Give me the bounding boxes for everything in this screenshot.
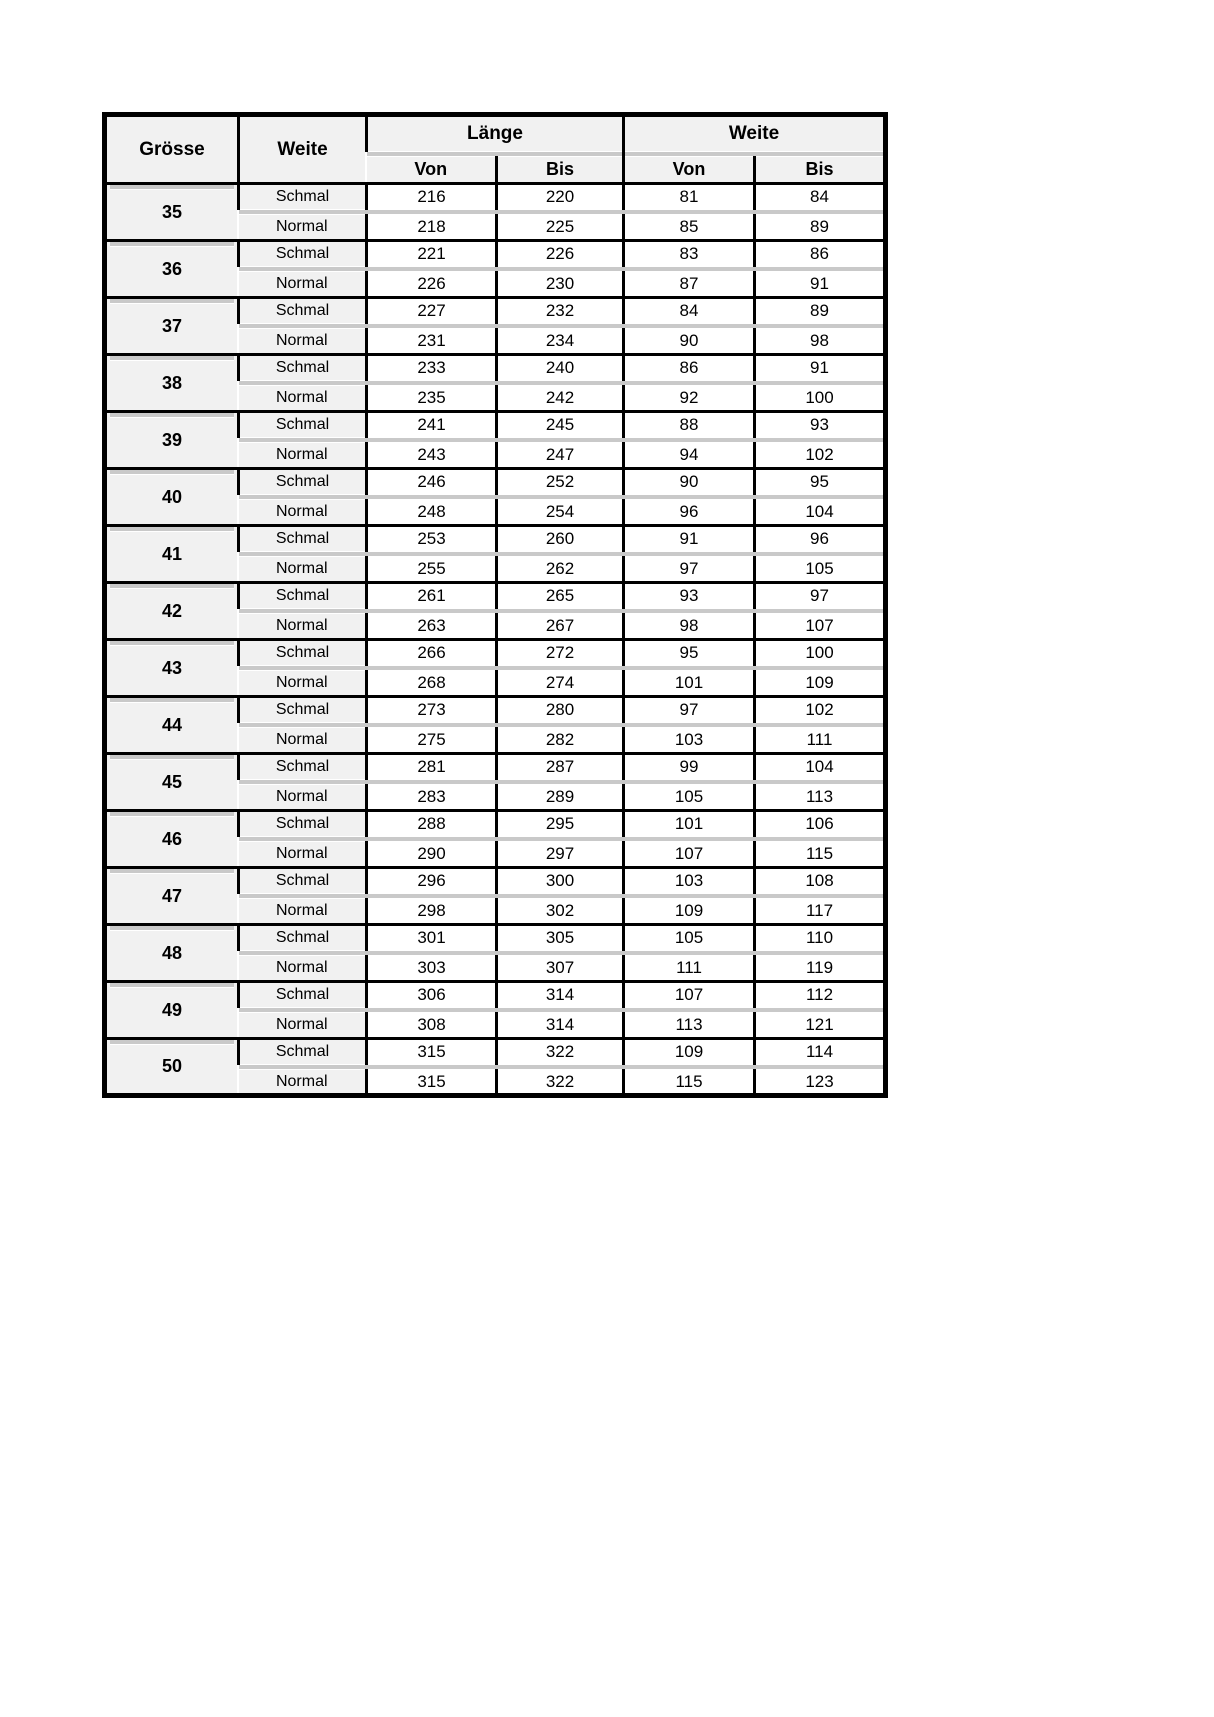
value-cell: 242: [497, 386, 624, 412]
size-group-row-schmal: [105, 241, 886, 267]
value-cell: 115: [624, 1070, 755, 1096]
value-cell: 275: [367, 728, 497, 754]
value-cell: 255: [367, 557, 497, 583]
value-cell: 113: [755, 785, 886, 811]
size-value: 41: [161, 543, 183, 564]
value-cell: 246: [367, 469, 497, 495]
width-type-cell: Schmal: [239, 583, 367, 609]
size-group-row-schmal: [105, 925, 886, 951]
width-type-cell: Schmal: [239, 925, 367, 951]
width-type-cell: Normal: [239, 215, 367, 241]
value-cell: 107: [755, 614, 886, 640]
value-cell: 95: [624, 640, 755, 666]
value-cell: 221: [367, 241, 497, 267]
width-type-cell: Schmal: [239, 184, 367, 210]
value-cell: 241: [367, 412, 497, 438]
value-cell: 109: [624, 1039, 755, 1065]
value-cell: 225: [497, 215, 624, 241]
value-cell: 123: [755, 1070, 886, 1096]
size-group-row-schmal: [105, 754, 886, 780]
value-cell: 226: [367, 272, 497, 298]
value-cell: 110: [755, 925, 886, 951]
size-group-row-schmal: [105, 697, 886, 723]
width-type-cell: Normal: [239, 1013, 367, 1039]
value-cell: 100: [755, 640, 886, 666]
size-value: 42: [161, 600, 183, 621]
value-cell: 314: [497, 982, 624, 1008]
value-cell: 265: [497, 583, 624, 609]
value-cell: 111: [755, 728, 886, 754]
value-cell: 253: [367, 526, 497, 552]
value-cell: 106: [755, 811, 886, 837]
value-cell: 287: [497, 754, 624, 780]
value-cell: 97: [755, 583, 886, 609]
value-cell: 220: [497, 184, 624, 210]
group-top-stripe: [110, 185, 234, 190]
width-type-cell: Normal: [239, 671, 367, 697]
value-cell: 84: [755, 184, 886, 210]
value-cell: 282: [497, 728, 624, 754]
value-cell: 103: [624, 868, 755, 894]
size-group-row-schmal: [105, 583, 886, 609]
size-group-row-schmal: [105, 811, 886, 837]
value-cell: 302: [497, 899, 624, 925]
value-cell: 119: [755, 956, 886, 982]
value-cell: 245: [497, 412, 624, 438]
value-cell: 88: [624, 412, 755, 438]
value-cell: 107: [624, 842, 755, 868]
width-type-cell: Normal: [239, 500, 367, 526]
value-cell: 93: [624, 583, 755, 609]
value-cell: 266: [367, 640, 497, 666]
width-type-cell: Normal: [239, 728, 367, 754]
width-type-cell: Schmal: [239, 355, 367, 381]
value-cell: 85: [624, 215, 755, 241]
value-cell: 280: [497, 697, 624, 723]
size-cell: [105, 298, 239, 355]
header-laenge-group: Länge: [367, 115, 624, 152]
value-cell: 86: [624, 355, 755, 381]
size-value: 50: [161, 1056, 183, 1076]
value-cell: 102: [755, 697, 886, 723]
value-cell: 96: [624, 500, 755, 526]
value-cell: 307: [497, 956, 624, 982]
size-group-row-schmal: [105, 526, 886, 552]
size-cell: [105, 1039, 239, 1096]
value-cell: 232: [497, 298, 624, 324]
size-cell: [105, 583, 239, 640]
group-top-stripe: [110, 242, 234, 247]
value-cell: 314: [497, 1013, 624, 1039]
value-cell: 90: [624, 329, 755, 355]
group-top-stripe: [110, 755, 234, 760]
value-cell: 216: [367, 184, 497, 210]
value-cell: 89: [755, 298, 886, 324]
value-cell: 289: [497, 785, 624, 811]
value-cell: 263: [367, 614, 497, 640]
width-type-cell: Normal: [239, 329, 367, 355]
value-cell: 105: [624, 785, 755, 811]
size-value: 47: [161, 885, 183, 906]
width-type-cell: Normal: [239, 842, 367, 868]
size-group-row-schmal: [105, 412, 886, 438]
size-group-row-schmal: [105, 640, 886, 666]
width-type-cell: Schmal: [239, 1039, 367, 1065]
value-cell: 114: [755, 1039, 886, 1065]
width-type-cell: Schmal: [239, 241, 367, 267]
width-type-cell: Normal: [239, 443, 367, 469]
value-cell: 105: [755, 557, 886, 583]
width-type-cell: Schmal: [239, 412, 367, 438]
value-cell: 306: [367, 982, 497, 1008]
value-cell: 260: [497, 526, 624, 552]
width-type-cell: Schmal: [239, 982, 367, 1008]
value-cell: 315: [367, 1070, 497, 1096]
value-cell: 107: [624, 982, 755, 1008]
size-value: 38: [161, 372, 183, 393]
value-cell: 111: [624, 956, 755, 982]
value-cell: 102: [755, 443, 886, 469]
value-cell: 233: [367, 355, 497, 381]
value-cell: 91: [755, 355, 886, 381]
size-cell: [105, 982, 239, 1039]
value-cell: 296: [367, 868, 497, 894]
width-type-cell: Normal: [239, 1070, 367, 1096]
value-cell: 112: [755, 982, 886, 1008]
group-top-stripe: [110, 584, 234, 589]
value-cell: 234: [497, 329, 624, 355]
size-cell: [105, 469, 239, 526]
value-cell: 100: [755, 386, 886, 412]
value-cell: 322: [497, 1039, 624, 1065]
value-cell: 89: [755, 215, 886, 241]
width-type-cell: Schmal: [239, 697, 367, 723]
value-cell: 105: [624, 925, 755, 951]
value-cell: 87: [624, 272, 755, 298]
width-type-cell: Schmal: [239, 640, 367, 666]
value-cell: 91: [755, 272, 886, 298]
width-type-cell: Schmal: [239, 469, 367, 495]
value-cell: 297: [497, 842, 624, 868]
value-cell: 290: [367, 842, 497, 868]
size-group-row-schmal: [105, 355, 886, 381]
size-group-row-schmal: [105, 868, 886, 894]
value-cell: 218: [367, 215, 497, 241]
size-cell: [105, 811, 239, 868]
value-cell: 300: [497, 868, 624, 894]
value-cell: 86: [755, 241, 886, 267]
group-top-stripe: [110, 356, 234, 361]
value-cell: 235: [367, 386, 497, 412]
header-weite-type: Weite: [239, 115, 367, 184]
value-cell: 96: [755, 526, 886, 552]
value-cell: 248: [367, 500, 497, 526]
value-cell: 295: [497, 811, 624, 837]
width-type-cell: Normal: [239, 899, 367, 925]
value-cell: 109: [624, 899, 755, 925]
width-type-cell: Normal: [239, 386, 367, 412]
size-value: 43: [161, 657, 183, 678]
size-value: 35: [161, 201, 183, 222]
value-cell: 92: [624, 386, 755, 412]
value-cell: 95: [755, 469, 886, 495]
value-cell: 121: [755, 1013, 886, 1039]
width-type-cell: Schmal: [239, 868, 367, 894]
width-type-cell: Normal: [239, 785, 367, 811]
header-laenge-bis: Bis: [497, 157, 624, 184]
width-type-cell: Normal: [239, 614, 367, 640]
value-cell: 272: [497, 640, 624, 666]
group-top-stripe: [110, 641, 234, 646]
size-cell: [105, 412, 239, 469]
width-type-cell: Normal: [239, 272, 367, 298]
value-cell: 101: [624, 811, 755, 837]
value-cell: 84: [624, 298, 755, 324]
value-cell: 322: [497, 1070, 624, 1096]
size-value: 39: [161, 429, 183, 450]
group-top-stripe: [110, 1040, 234, 1045]
size-cell: [105, 754, 239, 811]
value-cell: 254: [497, 500, 624, 526]
size-value: 36: [161, 258, 183, 279]
value-cell: 109: [755, 671, 886, 697]
value-cell: 226: [497, 241, 624, 267]
value-cell: 227: [367, 298, 497, 324]
value-cell: 81: [624, 184, 755, 210]
value-cell: 91: [624, 526, 755, 552]
value-cell: 97: [624, 697, 755, 723]
group-top-stripe: [110, 926, 234, 931]
size-group-row-schmal: [105, 469, 886, 495]
value-cell: 83: [624, 241, 755, 267]
size-group-row-schmal: [105, 982, 886, 1008]
value-cell: 315: [367, 1039, 497, 1065]
width-type-cell: Normal: [239, 956, 367, 982]
value-cell: 243: [367, 443, 497, 469]
value-cell: 90: [624, 469, 755, 495]
header-weite-bis: Bis: [755, 157, 886, 184]
width-type-cell: Normal: [239, 557, 367, 583]
size-cell: [105, 184, 239, 241]
group-top-stripe: [110, 698, 234, 703]
group-top-stripe: [110, 470, 234, 475]
value-cell: 308: [367, 1013, 497, 1039]
size-value: 49: [161, 999, 183, 1020]
group-top-stripe: [110, 527, 234, 532]
value-cell: 115: [755, 842, 886, 868]
size-value: 45: [161, 771, 183, 792]
size-cell: [105, 526, 239, 583]
header-laenge-von: Von: [367, 157, 497, 184]
size-value: 40: [161, 486, 183, 507]
value-cell: 288: [367, 811, 497, 837]
group-top-stripe: [110, 812, 234, 817]
value-cell: 101: [624, 671, 755, 697]
value-cell: 98: [755, 329, 886, 355]
value-cell: 93: [755, 412, 886, 438]
size-cell: [105, 925, 239, 982]
value-cell: 104: [755, 754, 886, 780]
width-type-cell: Schmal: [239, 754, 367, 780]
value-cell: 268: [367, 671, 497, 697]
value-cell: 117: [755, 899, 886, 925]
size-cell: [105, 241, 239, 298]
size-cell: [105, 697, 239, 754]
value-cell: 301: [367, 925, 497, 951]
value-cell: 108: [755, 868, 886, 894]
value-cell: 97: [624, 557, 755, 583]
size-cell: [105, 868, 239, 925]
value-cell: 281: [367, 754, 497, 780]
group-top-stripe: [110, 869, 234, 874]
size-cell: [105, 640, 239, 697]
value-cell: 261: [367, 583, 497, 609]
group-top-stripe: [110, 413, 234, 418]
group-top-stripe: [110, 299, 234, 304]
value-cell: 98: [624, 614, 755, 640]
value-cell: 274: [497, 671, 624, 697]
value-cell: 113: [624, 1013, 755, 1039]
value-cell: 273: [367, 697, 497, 723]
value-cell: 247: [497, 443, 624, 469]
value-cell: 94: [624, 443, 755, 469]
header-weite-von: Von: [624, 157, 755, 184]
value-cell: 303: [367, 956, 497, 982]
size-value: 37: [161, 315, 183, 336]
size-group-row-schmal: [105, 298, 886, 324]
value-cell: 298: [367, 899, 497, 925]
value-cell: 240: [497, 355, 624, 381]
size-chart-table: [102, 112, 888, 1098]
table-body: [105, 184, 886, 1096]
value-cell: 103: [624, 728, 755, 754]
width-type-cell: Schmal: [239, 298, 367, 324]
value-cell: 283: [367, 785, 497, 811]
value-cell: 305: [497, 925, 624, 951]
width-type-cell: Schmal: [239, 811, 367, 837]
size-cell: [105, 355, 239, 412]
value-cell: 230: [497, 272, 624, 298]
value-cell: 231: [367, 329, 497, 355]
size-value: 48: [161, 942, 183, 963]
value-cell: 267: [497, 614, 624, 640]
size-value: 44: [161, 714, 183, 735]
size-group-row-schmal: [105, 1039, 886, 1065]
size-group-row-schmal: [105, 184, 886, 210]
header-weite-group: Weite: [624, 115, 886, 152]
value-cell: 262: [497, 557, 624, 583]
value-cell: 99: [624, 754, 755, 780]
value-cell: 104: [755, 500, 886, 526]
value-cell: 252: [497, 469, 624, 495]
width-type-cell: Schmal: [239, 526, 367, 552]
group-top-stripe: [110, 983, 234, 988]
header-groesse: Grösse: [105, 115, 239, 184]
size-value: 46: [161, 828, 183, 849]
